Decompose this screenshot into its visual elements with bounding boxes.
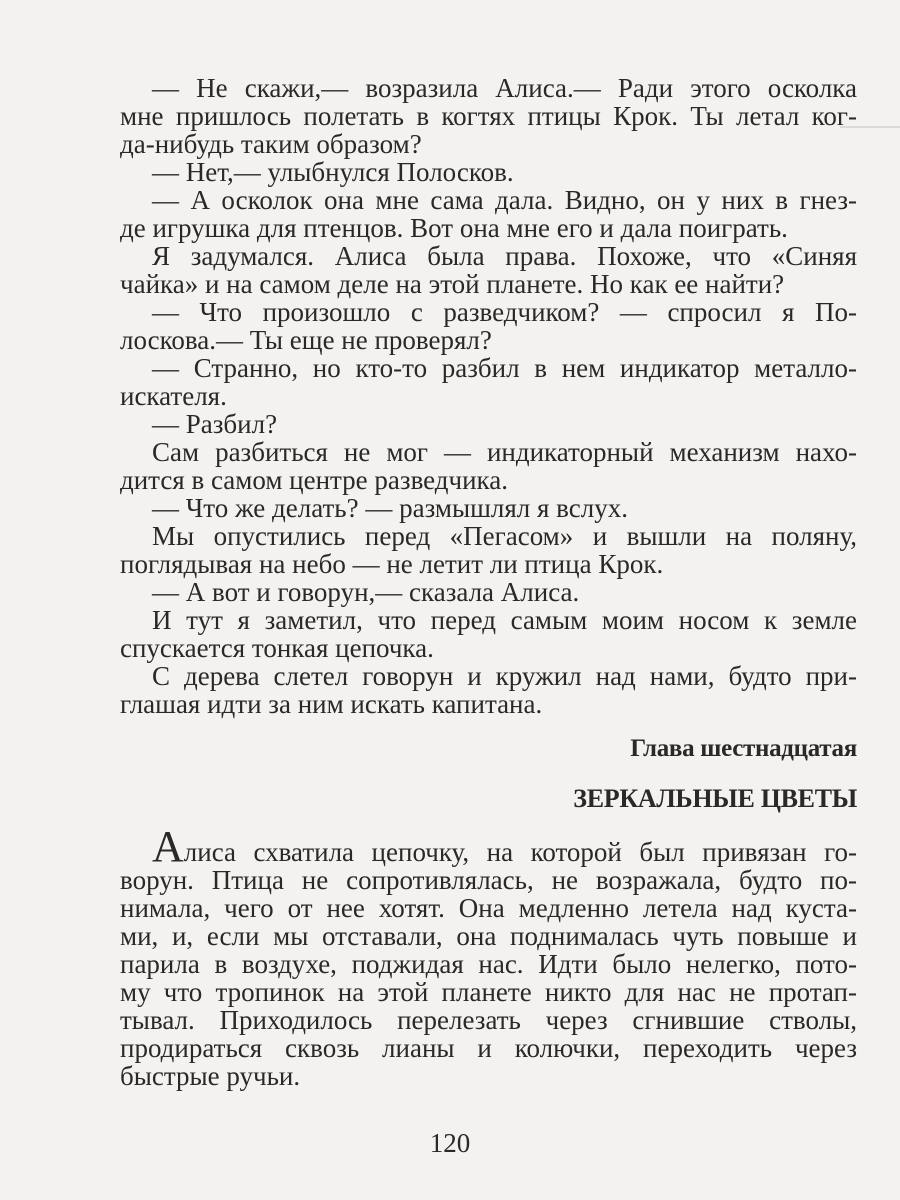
text-line: лоскова.— Ты еще не проверял?: [120, 325, 492, 355]
text-line: тывал. Приходилось перелезать через сгнившие стволы,: [120, 1005, 857, 1035]
text-line: — Что же делать? — размышлял я вслух.: [152, 493, 628, 523]
text-line: искателя.: [120, 381, 227, 411]
text-line: — Что произошло с разведчиком? — спросил я По-: [152, 297, 857, 327]
chapter-title: ЗЕРКАЛЬНЫЕ ЦВЕТЫ: [573, 784, 857, 813]
text-line: С дерева слетел говорун и кружил над нами, будто при-: [152, 661, 857, 691]
text-line: Мы опустились перед «Пегасом» и вышли на поляну,: [152, 521, 857, 551]
first-line-text: лиса схватила цепочку, на которой был привязан го-: [183, 837, 857, 867]
text-line: — Нет,— улыбнулся Полосков.: [152, 157, 514, 187]
text-line: му что тропинок на этой планете никто для нас не протап-: [120, 977, 857, 1007]
text-line: Я задумался. Алиса была права. Похоже, что «Синяя: [152, 241, 857, 271]
text-line: глашая идти за ним искать капитана.: [120, 689, 543, 719]
text-line: дится в самом центре разведчика.: [120, 465, 508, 495]
text-line: — А осколок она мне сама дала. Видно, он у них в гнез-: [152, 185, 857, 215]
text-line: ворун. Птица не сопротивлялась, не возражала, будто по-: [120, 865, 857, 895]
text-line: Сам разбиться не мог — индикаторный механизм нахо-: [152, 437, 857, 467]
text-line: ми, и, если мы отставали, она поднималась чуть повыше и: [120, 921, 857, 951]
book-page: [120, 74, 857, 1090]
text-line: И тут я заметил, что перед самым моим носом к земле: [152, 605, 857, 635]
text-line: да-нибудь таким образом?: [120, 129, 422, 159]
text-line: поглядывая на небо — не летит ли птица Крок.: [120, 549, 664, 579]
text-line: парила в воздухе, поджидая нас. Идти было нелегко, пото-: [120, 949, 857, 979]
text-line: мне пришлось полетать в когтях птицы Крок. Ты летал ког-: [120, 101, 857, 131]
text-line: [120, 822, 857, 871]
text-line: — Не скажи,— возразила Алиса.— Ради этого осколка: [152, 73, 857, 103]
text-line: — Странно, но кто-то разбил в нем индикатор металло-: [152, 353, 857, 383]
drop-cap: А: [152, 822, 184, 871]
text-line: — Разбил?: [152, 409, 278, 439]
page-number: 120: [429, 1128, 471, 1158]
text-line: нимала, чего от нее хотят. Она медленно летела над куста-: [120, 893, 857, 923]
text-line: продираться сквозь лианы и колючки, переходить через: [120, 1033, 857, 1063]
chapter-number: Глава шестнадцатая: [630, 735, 857, 762]
text-line: чайка» и на самом деле на этой планете. Но как ее найти?: [120, 269, 785, 299]
text-line: — А вот и говорун,— сказала Алиса.: [152, 577, 580, 607]
text-line: де игрушка для птенцов. Вот она мне его и дала поиграть.: [120, 213, 788, 243]
text-block-bottom: [120, 822, 857, 1091]
text-line: спускается тонкая цепочка.: [120, 633, 434, 663]
text-block-top: [120, 74, 857, 718]
text-line: быстрые ручьи.: [120, 1061, 301, 1091]
